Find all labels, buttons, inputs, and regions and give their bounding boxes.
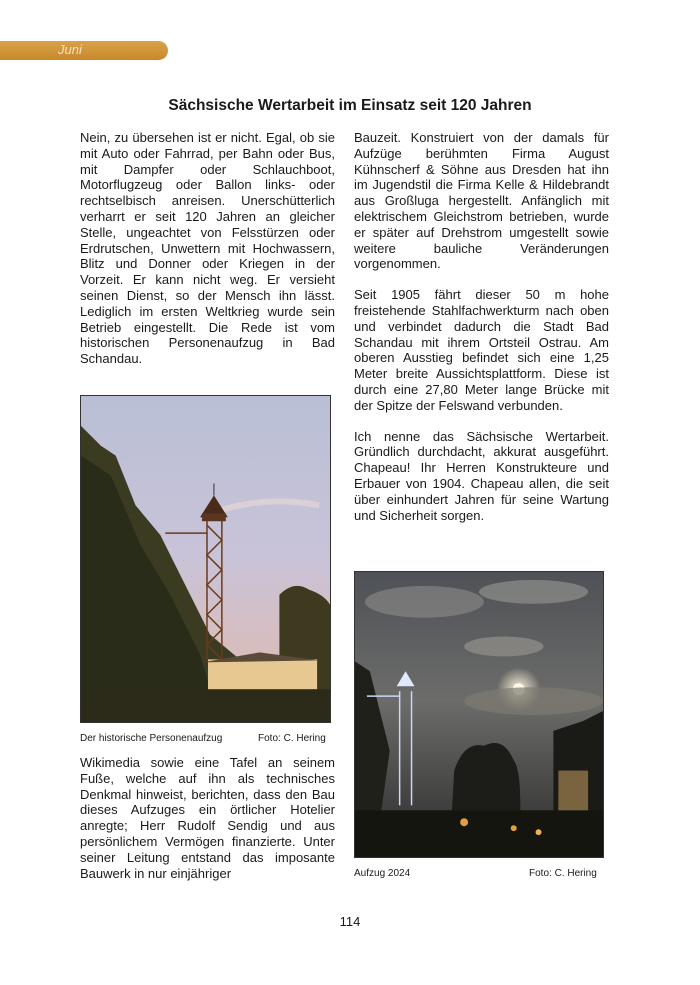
- photo2-credit: Foto: C. Hering: [529, 868, 597, 879]
- photo1-credit: Foto: C. Hering: [258, 733, 326, 744]
- month-tab: [0, 41, 168, 60]
- photo-elevator-2024: [354, 571, 604, 858]
- column-1-top: [80, 130, 335, 367]
- month-label: Juni: [58, 42, 82, 57]
- paragraph: Ich nenne das Sächsische Wertarbeit. Gründlich durchdacht, akkurat ausgeführt. Chapeau! Ihr Herren Konstrukteure und Erbauer von 1904. Chapeau allen, die seit über einhundert Jahren für seine Wartung und Sicherheit sorgen.: [354, 428, 609, 523]
- paragraph: Bauzeit. Konstruiert von der damals für Aufzüge berühmten Firma August Kühnscherf & Söhne aus Dresden hat ihn im Jugendstil die Firma Kelle & Hildebrandt aus Großluga hergestellt. Anfänglich mit elektrischem Gleichstrom betrieben, wurde er später auf Drehstrom umgestellt sowie weitere bauliche Veränderungen vorgenommen.: [354, 130, 609, 272]
- paragraph: Seit 1905 fährt dieser 50 m hohe freistehende Stahlfachwerkturm nach oben und verbindet dadurch die Stadt Bad Schandau mit ihrem Ortsteil Ostrau. Am oberen Ausstieg befindet sich eine 1,25 Meter breite Aussichtsplattform. Diese ist durch eine 27,80 Meter lange Brücke mit der Spitze der Felswand verbunden.: [354, 287, 609, 413]
- article-title: Sächsische Wertarbeit im Einsatz seit 120 Jahren: [168, 97, 532, 114]
- page-number: 114: [339, 914, 361, 929]
- column-1-bottom: [80, 755, 335, 881]
- photo-historic-elevator: [80, 395, 331, 723]
- photo2-caption: Aufzug 2024: [354, 868, 411, 879]
- column-2: [354, 130, 609, 523]
- paragraph: Wikimedia sowie eine Tafel an seinem Fuße, welche auf ihn als technisches Denkmal hinweist, berichten, dass den Bau dieses Aufzuges ein örtlicher Hotelier anregte; Herr Rudolf Sendig und aus persönlichem Vermögen finanzierte. Unter seiner Leitung entstand das imposante Bauwerk in nur einjähriger: [80, 755, 335, 881]
- paragraph: Nein, zu übersehen ist er nicht. Egal, ob sie mit Auto oder Fahrrad, per Bahn oder Bus, mit Dampfer oder Schlauchboot, Motorflugzeug oder Ballon links- oder rechtselbisch anreisen. Unerschütterlich verharrt er seit 120 Jahren an gleicher Stelle, ungeachtet von Felsstürzen oder Erdrutschen, Unwettern mit Hochwassern, Blitz und Donner oder Kriegen in der Vorzeit. Er kann nicht weg. Er versieht seinen Dienst, so der Mensch ihn lässt. Lediglich im ersten Weltkrieg wurde sein Betrieb eingestellt. Die Rede ist vom historischen Personenaufzug in Bad Schandau.: [80, 130, 335, 367]
- photo1-caption: Der historische Personenaufzug: [80, 733, 223, 744]
